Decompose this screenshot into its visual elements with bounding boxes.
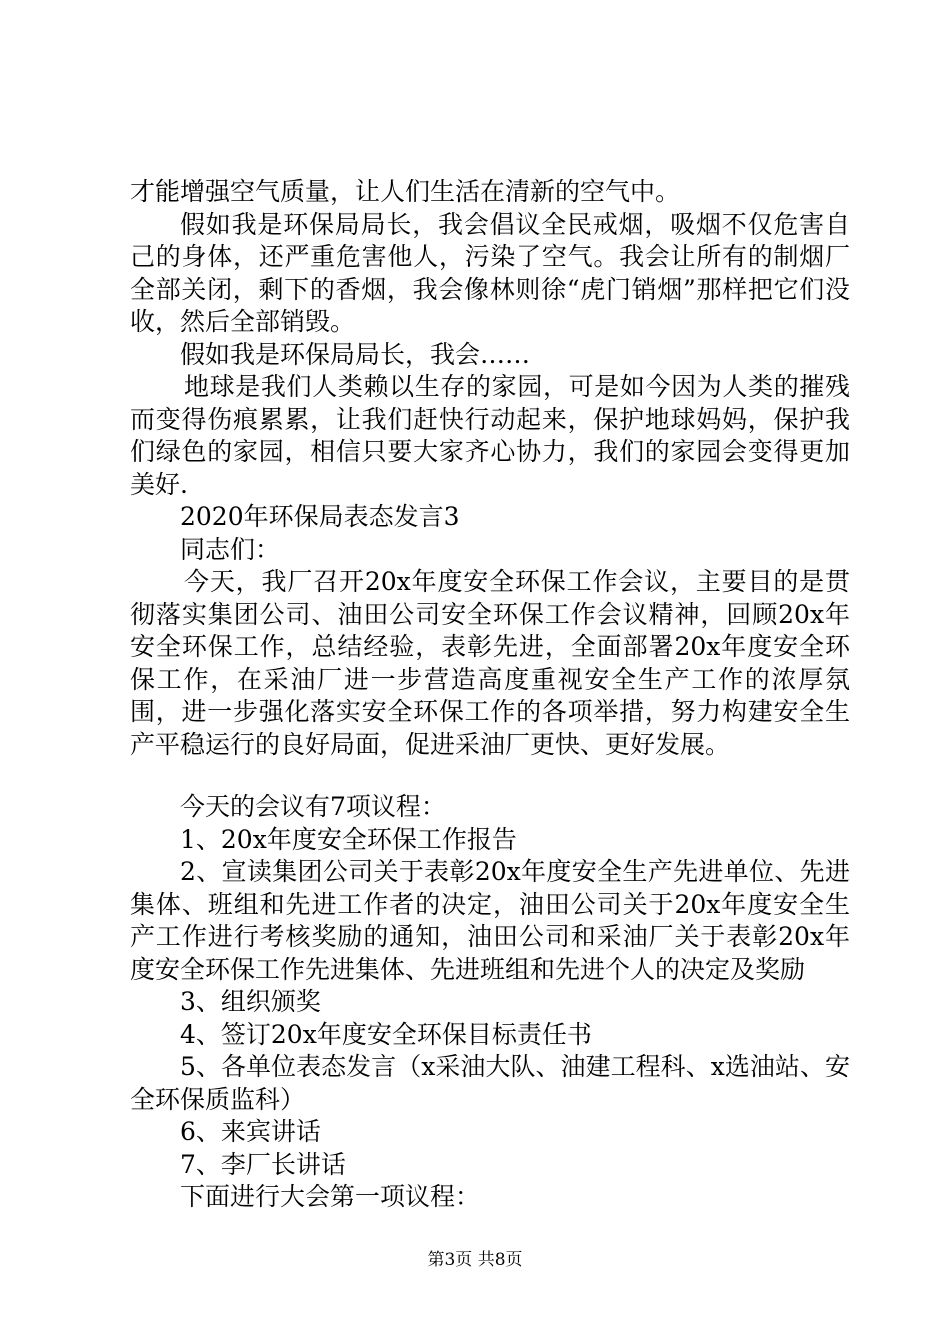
paragraph-3: 假如我是环保局局长，我会…… bbox=[180, 339, 531, 369]
speech-title: 2020年环保局表态发言3 bbox=[180, 502, 460, 531]
paragraph-4: 地球是我们人类赖以生存的家园，可是如今因为人类的摧残而变得伤痕累累，让我们赶快行动起来，保护地球妈妈，保护我们绿色的家园，相信只要大家齐心协力，我们的家园会变得更加美好. bbox=[130, 372, 850, 499]
agenda-item-2: 2、宣读集团公司关于表彰20x年度安全生产先进单位、先进集体、班组和先进工作者的决定，油田公司关于20x年度安全生产工作进行考核奖励的通知，油田公司和采油厂关于表彰20x年度安全环保工作先进集体、先进班组和先进个人的决定及奖励 bbox=[130, 857, 850, 984]
agenda-item-3: 3、组织颁奖 bbox=[180, 987, 321, 1016]
agenda-start: 下面进行大会第一项议程： bbox=[180, 1182, 481, 1211]
paragraph-1: 才能增强空气质量，让人们生活在清新的空气中。 bbox=[130, 177, 681, 206]
agenda-intro: 今天的会议有7项议程： bbox=[180, 792, 446, 821]
page-number-footer: 第3页 共8页 bbox=[427, 1250, 523, 1270]
agenda-item-5: 5、各单位表态发言（x采油大队、油建工程科、x选油站、安全环保质监科） bbox=[130, 1052, 850, 1114]
agenda-item-1: 1、20x年度安全环保工作报告 bbox=[180, 824, 517, 854]
agenda-item-4: 4、签订20x年度安全环保目标责任书 bbox=[180, 1019, 592, 1049]
agenda-item-6: 6、来宾讲话 bbox=[180, 1117, 321, 1146]
paragraph-opening: 今天，我厂召开20x年度安全环保工作会议，主要目的是贯彻落实集团公司、油田公司安全环保工作会议精神，回顾20x年安全环保工作，总结经验，表彰先进，全面部署20x年度安全环保工作，在采油厂进一步营造高度重视安全生产工作的浓厚氛围，进一步强化落实安全环保工作的各项举措，努力构建安全生产平稳运行的良好局面，促进采油厂更快、更好发展。 bbox=[130, 567, 850, 759]
salutation: 同志们： bbox=[180, 534, 281, 564]
paragraph-2: 假如我是环保局局长，我会倡议全民戒烟，吸烟不仅危害自己的身体，还严重危害他人，污染了空气。我会让所有的制烟厂全部关闭，剩下的香烟，我会像林则徐“虎门销烟”那样把它们没收，然后全部销毁。 bbox=[130, 209, 850, 336]
document-body bbox=[130, 176, 850, 1214]
agenda-item-7: 7、李厂长讲话 bbox=[180, 1149, 346, 1179]
